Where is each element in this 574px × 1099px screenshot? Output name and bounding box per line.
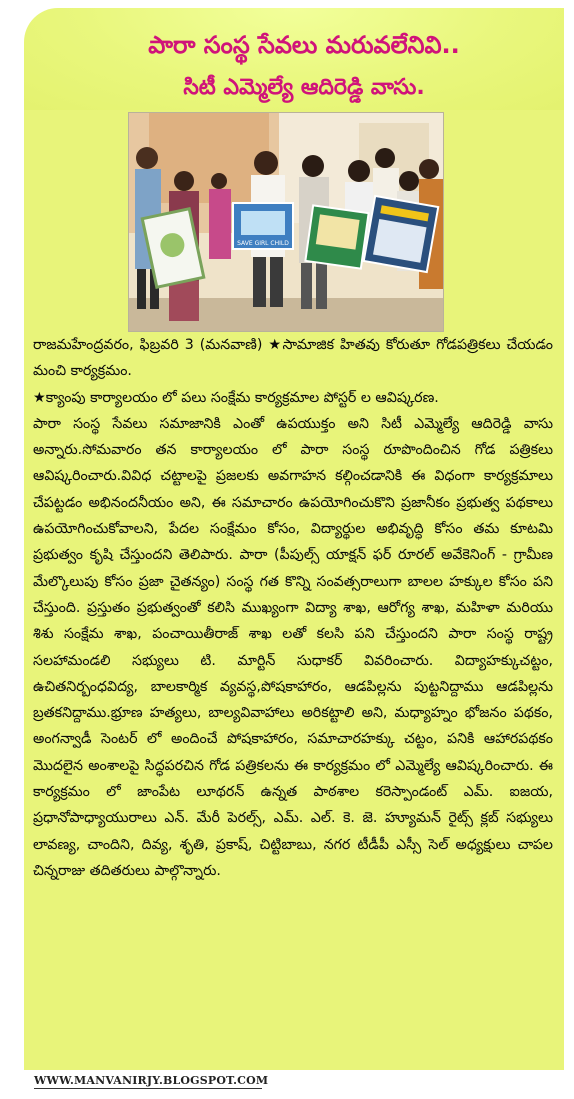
blog-url-underline (34, 1088, 262, 1089)
blog-url-link[interactable]: WWW.MANVANIRJY.BLOGSPOT.COM (34, 1074, 269, 1087)
event-photo (128, 112, 444, 332)
highlight-paragraph: ★క్యాంపు కార్యాలయం లో పలు సంక్షేమ కార్యక్రమాల పోస్టర్ ల ఆవిష్కరణ. (33, 389, 439, 406)
main-paragraph: పారా సంస్థ సేవలు సమాజానికి ఎంతో ఉపయుక్తం అని సిటీ ఎమ్మెల్యే ఆదిరెడ్డి వాసు అన్నారు.సోమవారం తన కార్యాలయం లో పారా సంస్థ రూపొందించిన గోడ పత్రికలు ఆవిష్కరించారు.వివిధ చట్టాలపై ప్రజలకు అవగాహన కల్గించడానికి ఈ విధంగా కార్యక్రమాలు చేపట్టడం అభినందనీయం అని, ఈ సమాచారం ఉపయోగించుకొని ప్రజానీకం ప్రభుత్వ పథకాలు ఉపయోగించుకోవాలని, పేదల సంక్షేమం కోసం, విద్యార్థుల అభివృద్ధి కోసం తమ కూటమి ప్రభుత్వం కృషి చేస్తుందని తెలిపారు. పారా (పీపుల్స్ యాక్షన్ ఫర్ రూరల్ అవేకెనింగ్ - గ్రామీణ మేల్కొలుపు కోసం ప్రజా చైతన్యం) సంస్థ గత కొన్ని సంవత్సరాలుగా బాలల హక్కుల కోసం పని చేస్తుంది. ప్రస్తుతం ప్రభుత్వంతో కలిసి ముఖ్యంగా విద్యా శాఖ, ఆరోగ్య శాఖ, మహిళా మరియు శిశు సంక్షేమ శాఖ, పంచాయితీరాజ్ శాఖ లతో కలసి పని చేస్తుందని పారా సంస్థ రాష్ట్ర సలహామండలి సభ్యులు టి. మార్టిన్ సుధాకర్ వివరించారు. విద్యాహక్కుచట్టం, ఉచితనిర్బంధవిద్య, బాలకార్మిక వ్యవస్థ,పోషకాహారం, ఆడపిల్లను పుట్టనిద్దాము ఆడపిల్లను బ్రతకనిద్దాము.భ్రూణ హత్యలు, బాల్యవివాహాలు అరికట్టాలి అని, మధ్యాహ్నం భోజనం పథకం, అంగన్వాడీ సెంటర్ లో అందించే పోషకాహారం, సమాచారహక్కు చట్టం, పనికి ఆహారపథకం మొదలైన అంశాలపై సిద్ధపరచిన గోడ పత్రికలను ఈ కార్యక్రమం లో ఎమ్మెల్యే ఆవిష్కరించారు. ఈ కార్యక్రమం లో జాంపేట లూథరన్ ఉన్నత పాఠశాల కరెస్పాండంట్ ఎమ్. ఐజయ, ప్రధానోపాధ్యాయురాలు ఎన్. మేరీ పెరల్స్, ఎమ్. ఎల్. కె. జె. హ్యూమన్ రైట్స్ క్లబ్ సభ్యులు లావణ్య, చాందిని, దివ్య, శృతి, ప్రకాష్, చిట్టిబాబు, నగర టీడీపీ ఎస్సీ సెల్ అధ్యక్షులు చాపల చిన్నరాజు తదితరులు పాల్గొన్నారు. (33, 415, 553, 879)
dateline-paragraph: రాజమహేంద్రవరం, ఫిబ్రవరి 3 (మనవాణి) ★సామాజిక హితవు కోరుతూ గోడపత్రికలు చేయడం మంచి కార్యక్రమం. (33, 337, 553, 380)
headline: పారా సంస్థ సేవలు మరువలేనివి.. (148, 31, 460, 59)
event-photo-illustration (129, 113, 443, 331)
subheadline: సిటీ ఎమ్మెల్యే ఆదిరెడ్డి వాసు. (183, 75, 425, 100)
poster-caption: SAVE GIRL CHILD (237, 240, 289, 247)
header-band (24, 8, 564, 110)
article-body (33, 332, 553, 884)
